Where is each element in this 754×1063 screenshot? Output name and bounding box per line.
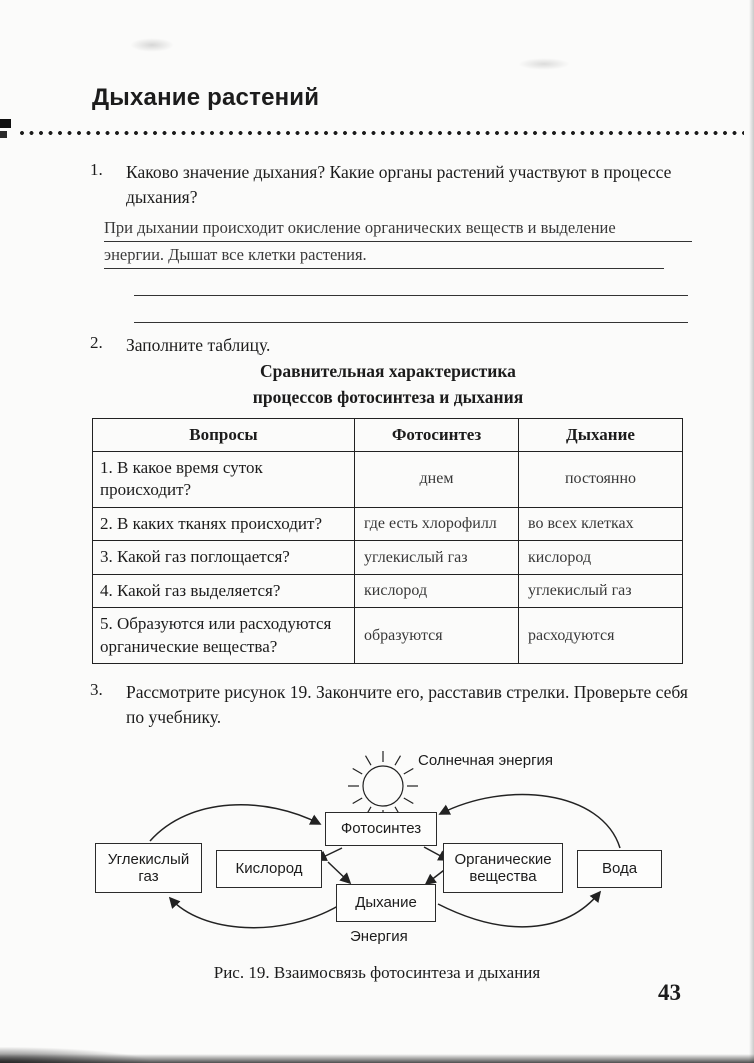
blank-answer-line (134, 296, 688, 323)
row-question: 5. Образуются или расходуются органические вещества? (93, 608, 355, 664)
photosynthesis-answer: образуются (355, 608, 519, 664)
table-row (93, 507, 683, 540)
box-co2: Углекислый газ (95, 843, 202, 893)
photosynthesis-answer: углекислый газ (355, 541, 519, 574)
table-row (93, 574, 683, 607)
table-row (93, 608, 683, 664)
dotted-divider (18, 129, 744, 137)
respiration-answer: во всех клетках (519, 507, 683, 540)
col-header-questions: Вопросы (93, 419, 355, 452)
respiration-answer: кислород (519, 541, 683, 574)
energy-label: Энергия (350, 928, 408, 945)
box-organic-substances: Органические вещества (443, 843, 563, 893)
answer-line: энергии. Дышат все клетки растения. (104, 242, 664, 269)
respiration-answer: постоянно (519, 452, 683, 508)
table-title-line1: Сравнительная характеристика (260, 361, 516, 381)
box-oxygen: Кислород (216, 850, 322, 888)
row-question: 1. В какое время суток происходит? (93, 452, 355, 508)
box-respiration: Дыхание (336, 884, 436, 922)
respiration-answer: расходуются (519, 608, 683, 664)
figure-19 (0, 740, 754, 962)
scan-smudge (130, 38, 174, 52)
page-title: Дыхание растений (92, 84, 320, 111)
table-row (93, 541, 683, 574)
scan-edge-shadow (749, 0, 754, 1063)
question-3-text: Рассмотрите рисунок 19. Закончите его, расставив стрелки. Проверьте себя по учебнику. (126, 682, 688, 727)
table-title (92, 358, 684, 411)
question-2-number: 2. (90, 333, 103, 352)
question-2-text: Заполните таблицу. (126, 335, 271, 355)
photosynthesis-answer: кислород (355, 574, 519, 607)
figure-caption: Рис. 19. Взаимосвязь фотосинтеза и дыхания (213, 963, 541, 982)
photosynthesis-answer: днем (355, 452, 519, 508)
question-1 (90, 160, 681, 210)
table-header-row (93, 419, 683, 452)
comparison-table (92, 418, 683, 664)
respiration-answer: углекислый газ (519, 574, 683, 607)
col-header-respiration: Дыхание (519, 419, 683, 452)
question-3 (90, 680, 696, 730)
question-2 (90, 333, 650, 358)
scan-edge-mark (0, 131, 7, 138)
table-row (93, 452, 683, 508)
scan-smudge (518, 58, 570, 70)
table-title-line2: процессов фотосинтеза и дыхания (252, 387, 524, 408)
row-question: 2. В каких тканях происходит? (93, 507, 355, 540)
question-1-number: 1. (90, 160, 103, 179)
sun-label: Солнечная энергия (418, 752, 554, 769)
answer-line: При дыхании происходит окисление органических веществ и выделение (104, 215, 692, 242)
question-3-number: 3. (90, 680, 103, 699)
question-1-text: Каково значение дыхания? Какие органы растений участвуют в процессе дыхания? (126, 162, 672, 207)
row-question: 3. Какой газ поглощается? (93, 541, 355, 574)
col-header-photosynthesis: Фотосинтез (355, 419, 519, 452)
row-question: 4. Какой газ выделяется? (93, 574, 355, 607)
sun-icon (348, 751, 418, 821)
question-1-answer (104, 215, 692, 323)
photosynthesis-answer: где есть хлорофилл (355, 507, 519, 540)
blank-answer-line (134, 269, 688, 296)
page-number: 43 (658, 980, 681, 1005)
scan-edge-mark (0, 119, 11, 128)
scan-bottom-shadow (0, 1054, 754, 1063)
box-water: Вода (577, 850, 662, 888)
box-photosynthesis: Фотосинтез (325, 812, 437, 846)
